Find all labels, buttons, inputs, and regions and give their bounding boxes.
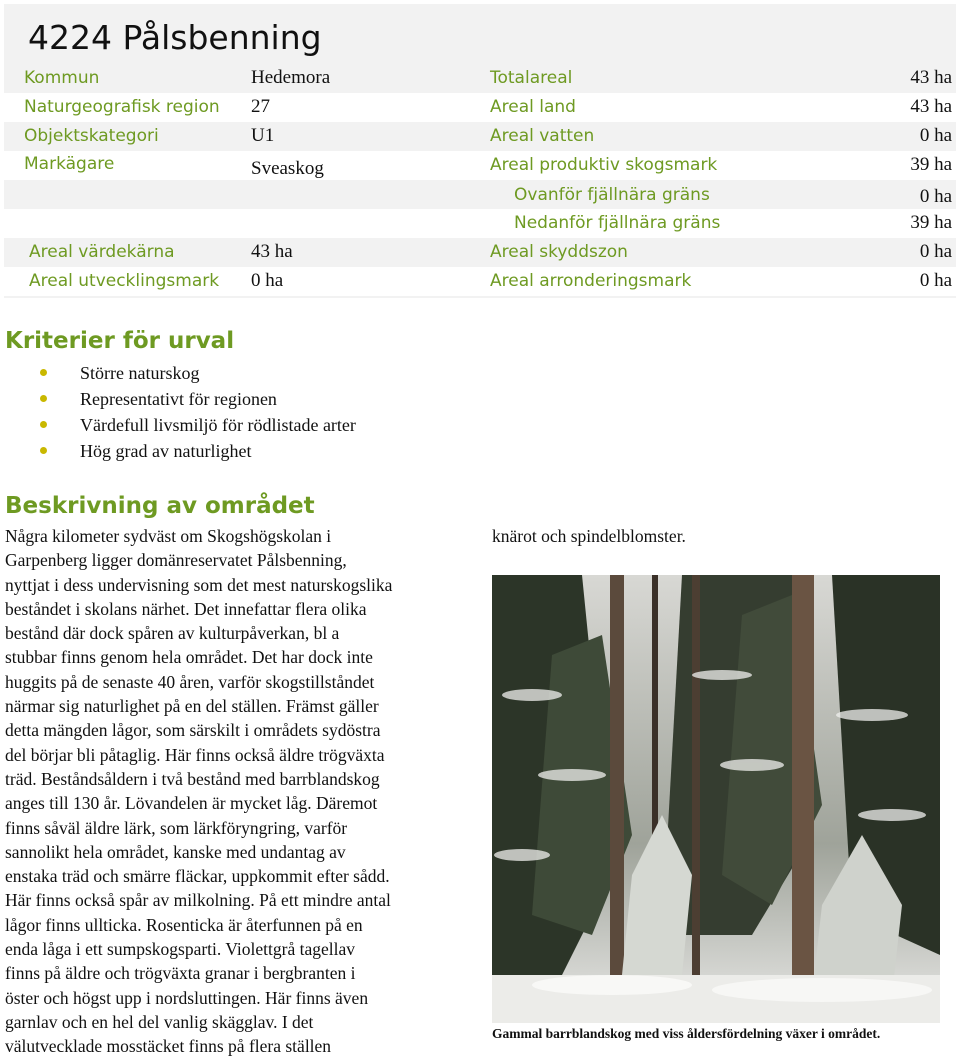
produktiv-label: Areal produktiv skogsmark	[490, 155, 718, 175]
info-row-nedanfor	[4, 209, 956, 238]
criteria-item-label: Representativt för regionen	[80, 389, 277, 409]
criteria-item-label: Värdefull livsmiljö för rödlistade arter	[80, 415, 356, 435]
skyddszon-value: 0 ha	[919, 241, 952, 262]
markagare-value: Sveaskog	[251, 158, 324, 179]
description-line: detta mängden lågor, som särskilt i områdets sydöstra	[5, 720, 381, 741]
areal-land-value: 43 ha	[910, 96, 952, 117]
description-line: huggits på de senaste 40 åren, varför skogstillståndet	[5, 671, 375, 692]
ovanfor-label: Ovanför fjällnära gräns	[514, 185, 710, 205]
nedanfor-label: Nedanför fjällnära gräns	[514, 213, 721, 233]
description-line: beståndet i skolans närhet. Det innefattar flera olika	[5, 598, 367, 619]
description-line: garnlav och en hel del vanlig skägglav. I det	[5, 1011, 314, 1032]
objekt-value: U1	[251, 125, 275, 146]
description-line: enda låga i ett sumpskogsparti. Violettgrå tagellav	[5, 939, 355, 960]
description-text	[5, 524, 475, 1059]
title-bar	[4, 4, 956, 66]
info-row-kommun	[4, 64, 956, 93]
description-line: finns på äldre och trögväxta granar i bergbranten i	[5, 963, 356, 984]
description-line: Några kilometer sydväst om Skogshögskolan i	[5, 526, 332, 546]
info-row-objekt	[4, 122, 956, 151]
markagare-label: Markägare	[24, 154, 115, 174]
info-table	[4, 64, 956, 298]
list-item	[40, 412, 356, 438]
description-line: närmar sig naturlighet på en del ställen. Främst gäller	[5, 696, 379, 717]
description-line: sannolikt hela området, kanske med undantag av	[5, 841, 346, 862]
utvecklingsmark-value: 0 ha	[251, 270, 284, 291]
criteria-item-label: Större naturskog	[80, 363, 200, 383]
info-row-utvecklingsmark	[4, 267, 956, 296]
description-line: lågor finns ullticka. Rosenticka är återfunnen på en	[5, 914, 363, 935]
description-heading: Beskrivning av området	[5, 493, 315, 519]
vardekarna-label: Areal värdekärna	[29, 242, 175, 262]
kommun-value: Hedemora	[251, 67, 331, 88]
skyddszon-label: Areal skyddszon	[490, 242, 628, 262]
areal-vatten-value: 0 ha	[919, 125, 952, 146]
list-item	[40, 386, 356, 412]
bullet-icon	[40, 447, 47, 454]
objekt-label: Objektskategori	[24, 126, 159, 146]
bullet-icon	[40, 421, 47, 428]
list-item	[40, 438, 356, 464]
list-item	[40, 360, 356, 386]
description-line: nyttjat i dess undervisning som det mest naturskogslika	[5, 574, 393, 595]
description-line: öster och högst upp i nordsluttingen. Här finns även	[5, 987, 369, 1008]
info-row-ovanfor	[4, 180, 956, 209]
description-line: välutvecklade mosstäcket finns på flera ställen	[5, 1036, 332, 1057]
vardekarna-value: 43 ha	[251, 241, 293, 262]
arrondering-value: 0 ha	[919, 270, 952, 291]
criteria-item-label: Hög grad av naturlighet	[80, 441, 252, 461]
description-line: bestånd där dock spåren av kulturpåverkan, bl a	[5, 623, 340, 644]
bullet-icon	[40, 369, 47, 376]
nedanfor-value: 39 ha	[910, 212, 952, 233]
info-row-vardekarna	[4, 238, 956, 267]
region-value: 27	[251, 96, 270, 117]
arrondering-label: Areal arronderingsmark	[490, 271, 692, 291]
photo-caption: Gammal barrblandskog med viss åldersfördelning växer i området.	[492, 1026, 881, 1041]
produktiv-value: 39 ha	[910, 154, 952, 175]
areal-vatten-label: Areal vatten	[490, 126, 595, 146]
kommun-label: Kommun	[24, 68, 100, 88]
ovanfor-value: 0 ha	[919, 186, 952, 207]
areal-land-label: Areal land	[490, 97, 576, 117]
description-line: stubbar finns genom hela området. Det har dock inte	[5, 647, 373, 668]
info-row-markagare	[4, 151, 956, 180]
criteria-heading: Kriterier för urval	[5, 328, 235, 354]
bullet-icon	[40, 395, 47, 402]
description-line: anges till 130 år. Lövandelen är mycket låg. Däremot	[5, 793, 378, 814]
forest-photo	[492, 575, 940, 1023]
description-line: del börjar bli påtaglig. Här finns också äldre trögväxta	[5, 744, 385, 765]
utvecklingsmark-label: Areal utvecklingsmark	[29, 271, 220, 291]
description-line: finns såväl äldre lärk, som lärkföryngring, varför	[5, 817, 348, 838]
page-title: 4224 Pålsbenning	[28, 18, 322, 57]
region-label: Naturgeografisk region	[24, 97, 220, 117]
description-line: Garpenberg ligger domänreservatet Pålsbenning,	[5, 550, 347, 571]
description-continued: knärot och spindelblomster.	[492, 526, 686, 546]
description-line: enstaka träd och smärre fläckar, uppkommit efter sådd.	[5, 866, 390, 887]
description-line: Här finns också spår av milkolning. På ett mindre antal	[5, 890, 391, 911]
description-line: träd. Beståndsåldern i två bestånd med barrblandskog	[5, 768, 380, 789]
totalareal-value: 43 ha	[910, 67, 952, 88]
criteria-list	[40, 360, 356, 464]
info-row-region	[4, 93, 956, 122]
totalareal-label: Totalareal	[490, 68, 573, 88]
